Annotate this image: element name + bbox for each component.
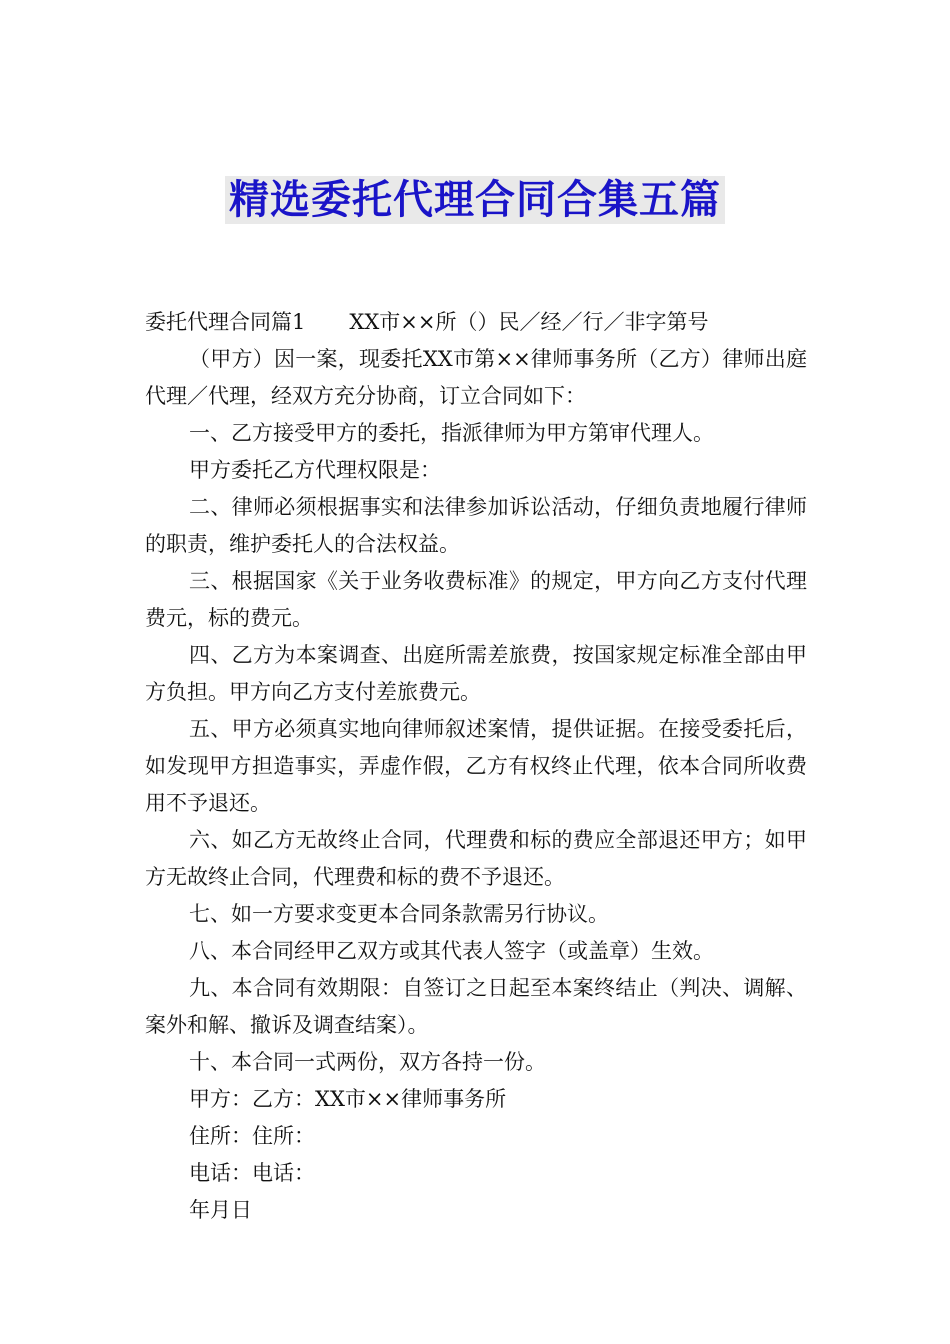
paragraph-authority: 甲方委托乙方代理权限是： bbox=[189, 458, 441, 482]
paragraph-clause-1: 一、乙方接受甲方的委托，指派律师为甲方第审代理人。 bbox=[189, 421, 714, 445]
signature-phone: 电话：电话： bbox=[189, 1161, 315, 1185]
paragraph-clause-3: 三、根据国家《关于业务收费标准》的规定，甲方向乙方支付代理费元，标的费元。 bbox=[145, 569, 807, 630]
paragraph-clause-6: 六、如乙方无故终止合同，代理费和标的费应全部退还甲方；如甲方无故终止合同，代理费和标的费不予退还。 bbox=[145, 828, 807, 889]
section-heading-reference: XX市××所（）民／经／行／非字第号 bbox=[349, 310, 709, 334]
section-heading-label: 委托代理合同篇1 bbox=[145, 310, 306, 334]
paragraph-clause-4: 四、乙方为本案调查、出庭所需差旅费，按国家规定标准全部由甲方负担。甲方向乙方支付差旅费元。 bbox=[145, 643, 807, 704]
paragraph-clause-7: 七、如一方要求变更本合同条款需另行协议。 bbox=[189, 902, 609, 926]
section-heading bbox=[145, 304, 807, 341]
paragraph-clause-9: 九、本合同有效期限：自签订之日起至本案终结止（判决、调解、案外和解、撤诉及调查结案）。 bbox=[145, 976, 807, 1037]
signature-parties: 甲方：乙方：XX市××律师事务所 bbox=[189, 1087, 507, 1111]
paragraph-clause-5: 五、甲方必须真实地向律师叙述案情，提供证据。在接受委托后，如发现甲方担造事实，弄虚作假，乙方有权终止代理，依本合同所收费用不予退还。 bbox=[145, 717, 807, 815]
signature-date: 年月日 bbox=[189, 1198, 252, 1222]
signature-address: 住所：住所： bbox=[189, 1124, 315, 1148]
paragraph-intro: （甲方）因一案，现委托XX市第××律师事务所（乙方）律师出庭代理／代理，经双方充分协商，订立合同如下： bbox=[145, 347, 807, 408]
document-title: 精选委托代理合同合集五篇 bbox=[225, 176, 725, 224]
document-body bbox=[145, 304, 807, 1229]
title-container bbox=[0, 176, 950, 224]
paragraph-clause-10: 十、本合同一式两份，双方各持一份。 bbox=[189, 1050, 546, 1074]
paragraph-clause-2: 二、律师必须根据事实和法律参加诉讼活动，仔细负责地履行律师的职责，维护委托人的合法权益。 bbox=[145, 495, 807, 556]
paragraph-clause-8: 八、本合同经甲乙双方或其代表人签字（或盖章）生效。 bbox=[189, 939, 714, 963]
